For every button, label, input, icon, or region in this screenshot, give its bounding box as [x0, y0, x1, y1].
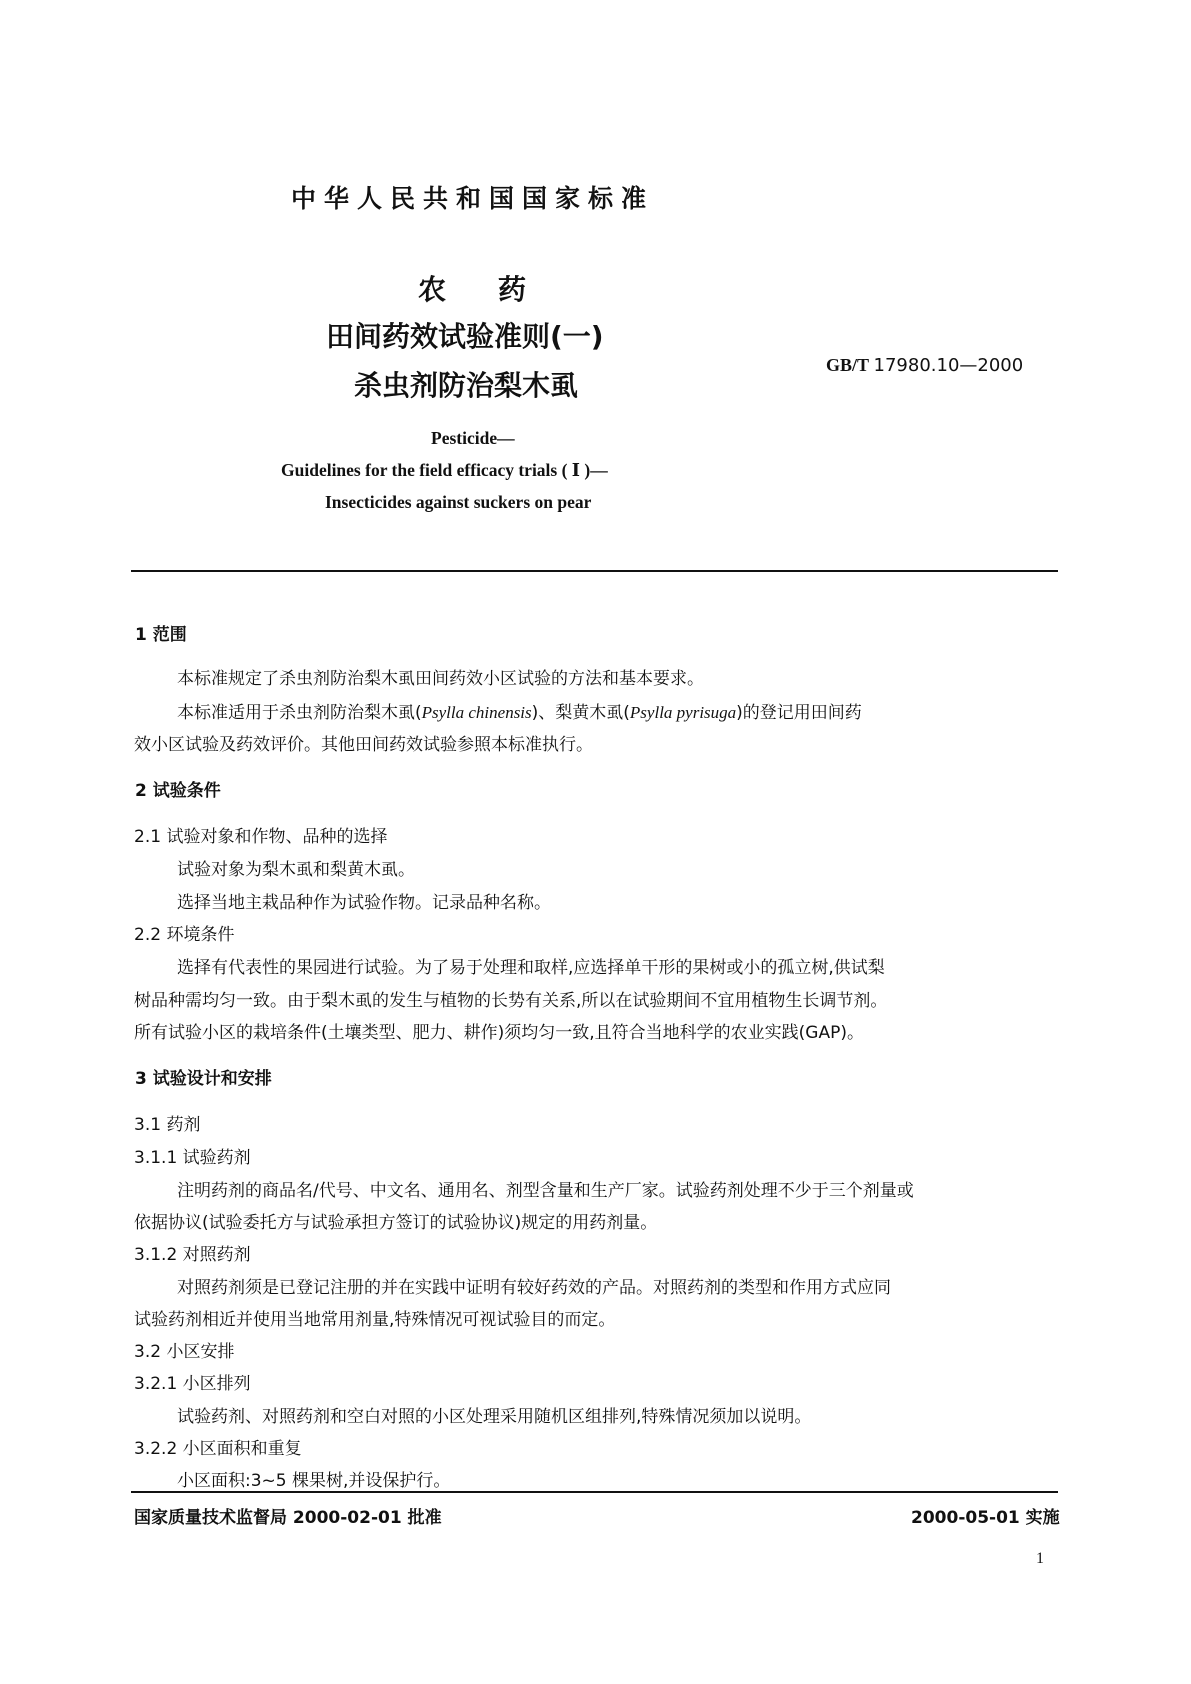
- section-2-2-heading: 2.2 环境条件: [134, 925, 235, 945]
- section-3-2-heading: 3.2 小区安排: [134, 1342, 235, 1362]
- section-2-1-para-2: 选择当地主栽品种作为试验作物。记录品种名称。: [177, 893, 551, 913]
- section-1-para-2: [177, 698, 862, 723]
- section-1-heading: 1 范围: [135, 625, 187, 645]
- latin-name: Psylla pyrisuga: [629, 703, 737, 722]
- section-3-2-2-heading: 3.2.2 小区面积和重复: [134, 1439, 302, 1459]
- implementation-date: 2000-05-01 实施: [911, 1508, 1060, 1528]
- english-title-2: Guidelines for the field efficacy trials ( Ⅰ )—: [281, 460, 608, 480]
- english-title-3: Insecticides against suckers on pear: [325, 492, 592, 512]
- title-line-2: 田间药效试验准则(一): [326, 320, 604, 353]
- section-3-1-heading: 3.1 药剂: [134, 1115, 201, 1135]
- page-number: 1: [1036, 1550, 1044, 1567]
- section-2-2-para-3: 所有试验小区的栽培条件(土壤类型、肥力、耕作)须均匀一致,且符合当地科学的农业实践(GAP)。: [134, 1023, 864, 1043]
- section-3-1-2-para-2: 试验药剂相近并使用当地常用剂量,特殊情况可视试验目的而定。: [134, 1310, 616, 1330]
- footer-divider: [131, 1491, 1058, 1493]
- para-text: )、梨黄木虱(: [531, 703, 630, 723]
- title-line-1: 农药: [418, 273, 579, 306]
- section-1-para-1: 本标准规定了杀虫剂防治梨木虱田间药效小区试验的方法和基本要求。: [177, 669, 704, 689]
- standard-type: 中华人民共和国国家标准: [291, 184, 655, 213]
- section-3-heading: 3 试验设计和安排: [135, 1069, 272, 1089]
- header-divider: [131, 570, 1058, 572]
- title-line-3: 杀虫剂防治梨木虱: [354, 369, 579, 402]
- para-text: )的登记用田间药: [736, 703, 862, 723]
- section-3-1-2-para-1: 对照药剂须是已登记注册的并在实践中证明有较好药效的产品。对照药剂的类型和作用方式应同: [177, 1278, 891, 1298]
- section-3-1-2-heading: 3.1.2 对照药剂: [134, 1245, 251, 1265]
- para-text: 本标准适用于杀虫剂防治梨木虱(: [177, 703, 422, 723]
- standard-code: 17980.10—2000: [873, 355, 1024, 376]
- section-2-2-para-1: 选择有代表性的果园进行试验。为了易于处理和取样,应选择单干形的果树或小的孤立树,供试梨: [177, 958, 885, 978]
- latin-name: Psylla chinensis: [421, 703, 532, 722]
- section-2-1-para-1: 试验对象为梨木虱和梨黄木虱。: [177, 860, 415, 880]
- section-3-2-2-para-1: 小区面积:3~5 棵果树,并设保护行。: [177, 1471, 451, 1491]
- section-3-2-1-para-1: 试验药剂、对照药剂和空白对照的小区处理采用随机区组排列,特殊情况须加以说明。: [177, 1407, 812, 1427]
- section-2-heading: 2 试验条件: [135, 781, 221, 801]
- section-3-1-1-heading: 3.1.1 试验药剂: [134, 1148, 251, 1168]
- section-3-1-1-para-2: 依据协议(试验委托方与试验承担方签订的试验协议)规定的用药剂量。: [134, 1213, 658, 1233]
- approval-note: 国家质量技术监督局 2000-02-01 批准: [134, 1508, 442, 1528]
- english-title-1: Pesticide—: [431, 428, 515, 448]
- standard-prefix: GB/T: [826, 355, 870, 375]
- section-1-para-2-cont: 效小区试验及药效评价。其他田间药效试验参照本标准执行。: [134, 735, 593, 755]
- section-3-1-1-para-1: 注明药剂的商品名/代号、中文名、通用名、剂型含量和生产厂家。试验药剂处理不少于三个剂量或: [177, 1181, 914, 1201]
- section-2-1-heading: 2.1 试验对象和作物、品种的选择: [134, 827, 388, 847]
- section-3-2-1-heading: 3.2.1 小区排列: [134, 1374, 251, 1394]
- standard-number: [826, 355, 1023, 376]
- section-2-2-para-2: 树品种需均匀一致。由于梨木虱的发生与植物的长势有关系,所以在试验期间不宜用植物生长调节剂。: [134, 991, 888, 1011]
